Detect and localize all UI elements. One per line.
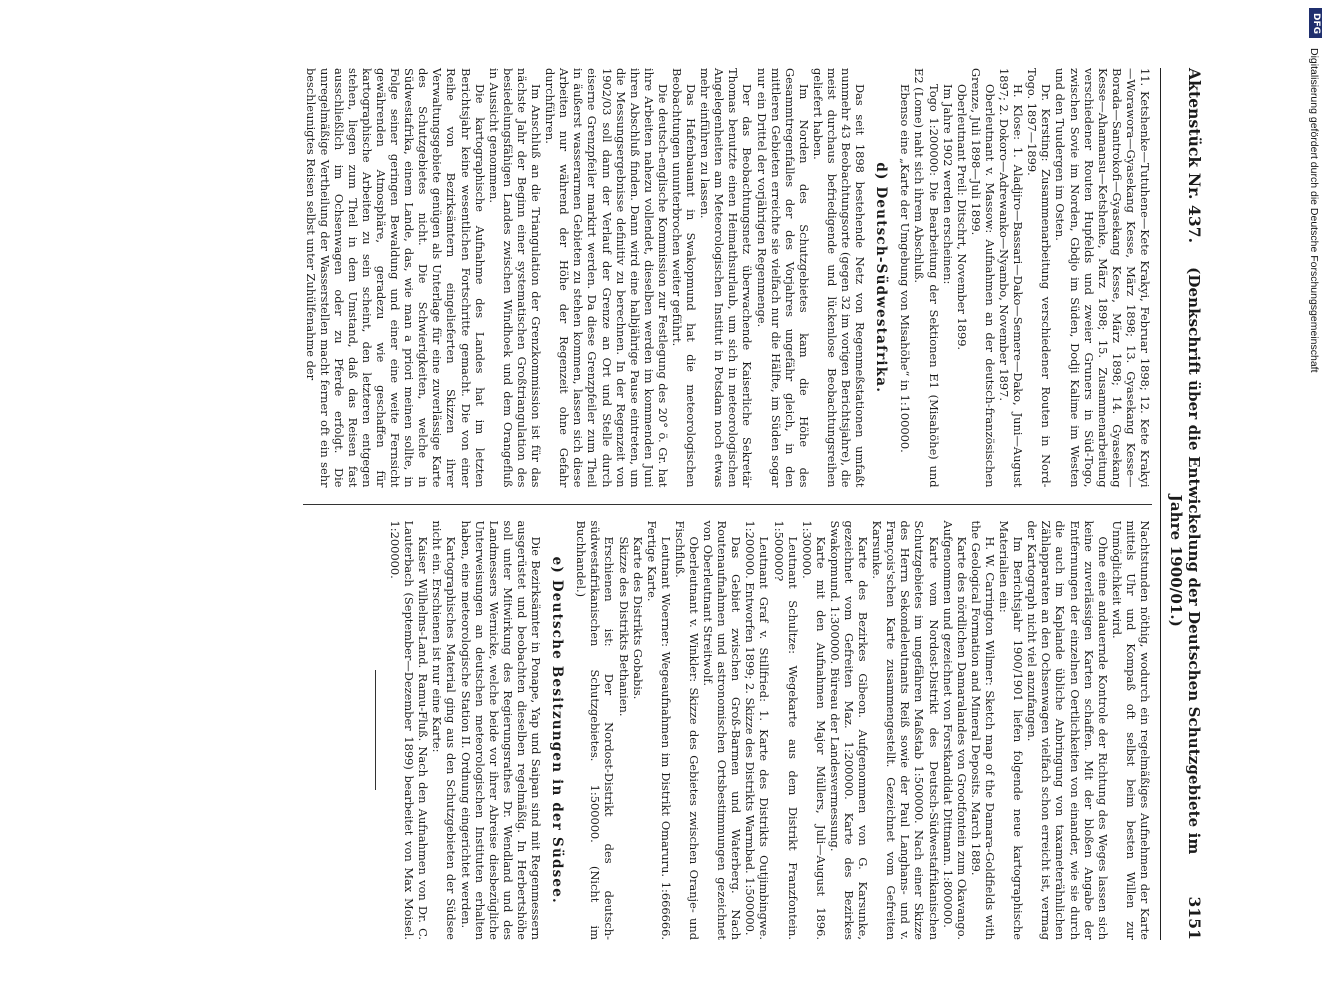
text-columns bbox=[303, 68, 1152, 940]
paragraph: Das seit 1898 bestehende Netz von Regenmeßstationen umfaßt nunmehr 43 Beobachtungsorte (gegen 32 im vorigen Berichtsjahre), die meist durchaus befriedigende und lückenlose Beobachtungsreihen geliefert haben. bbox=[810, 68, 868, 488]
header-rule bbox=[1160, 68, 1161, 940]
left-column bbox=[303, 68, 1152, 504]
paragraph: Die deutsch-englische Kommission zur Festlegung des 20° ö. Gr. hat ihre Arbeiten nahezu vollendet, dieselben werden im kommenden Juni ihren Abschluß finden. Dann wird eine halbjährige Pause eintreten, um die Messungsergebnisse definitiv zu berechnen. In der Regenzeit von 1902/03 soll dann der Verlauf der Grenze an Ort und Stelle durch eiserne Grenzpfeiler markirt werden. Da diese Grenzpfeiler zum Theil in äußerst wasserarmen Gebieten zu stehen kommen, lassen sich diese Arbeiten nur während der Höhe der Regenzeit ohne Gefahr durchführen. bbox=[543, 68, 670, 488]
dfg-logo-icon bbox=[1309, 8, 1322, 38]
document-number: Aktenstück Nr. 437. bbox=[1185, 68, 1204, 244]
paragraph: Ebenso eine „Karte der Umgebung von Misahöhe“ in 1:100000. bbox=[898, 84, 913, 453]
paragraph: Nachtstunden nöthig, wodurch ein regelmäßiges Aufnehmen der Karte mittels Uhr und Kompaß oft selbst beim besten Willen zur Unmöglichkeit wird. bbox=[1109, 520, 1152, 940]
paragraph: Oberleutnant v. Massow: Aufnahmen an der deutsch-französischen Grenze, Juli 1898—Juli 1899. bbox=[968, 68, 997, 488]
page-number: 3151 bbox=[1185, 896, 1204, 940]
paragraph: Im Norden des Schutzgebietes kam die Höhe des Gesammtregenfalles der des Vorjahres ungefähr gleich, in den mittleren Gebieten erreichte sie vielfach nur die Hälfte, im Süden sogar nur ein Drittel der vorjährigen Regenmenge. bbox=[754, 68, 811, 488]
paragraph: Togo 1:200000: Die Bearbeitung der Sektionen E1 (Misahöhe) und E2 (Lome) naht sich ihrem Abschluß. bbox=[912, 68, 941, 488]
running-header bbox=[1161, 68, 1204, 940]
paragraph: Leutnant Schultze: Wegekarte aus dem Distrikt Franzfontein. 1:500000? bbox=[771, 520, 800, 940]
digitization-credit: Digitalisierung gefördert durch die Deutsche Forschungsgemeinschaft bbox=[1308, 48, 1320, 373]
paragraph: Im Berichtsjahr 1900/1901 liefen folgende neue kartographische Materialien ein: bbox=[997, 520, 1026, 940]
paragraph: Die Bezirksämter in Ponape, Yap und Saipan sind mit Regenmessern ausgerüstet und beobachten dieselben regelmäßig. In Herbertshöhe soll unter Mitwirkung des Regierungsrathes Dr. Wendland und des Landmessers Wernicke, welche beide vor ihrer Abreise diesbezügliche Unterweisungen an deutschen meteorologischen Instituten erhalten haben, eine meteorologische Station II. Ordnung eingerichtet werden. bbox=[458, 520, 544, 940]
digitization-sidebar bbox=[1296, 0, 1324, 1000]
paragraph: Dr. Kersting: Zusammenarbeitung verschiedener Routen in Nord-Togo. 1897—1899. bbox=[1025, 68, 1054, 488]
paragraph: Oberleutnant v. Winkler: Skizze des Gebietes zwischen Oranje- und Fischfluß. bbox=[672, 520, 701, 940]
paragraph: Ohne eine andauernde Kontrole der Richtung des Weges lassen sich keine zuverlässigen Karten schaffen. Mit der bloßen Angabe der Entfernungen der einzelnen Oertlichkeiten von einander, wie sie durch die auch im Kaplande übliche Anbringung von taxameterähnlichen Zählapparaten an den Ochsenwagen vielfach schon erreicht ist, vermag der Kartograph nicht viel anzufangen. bbox=[1025, 520, 1110, 940]
section-heading: e) Deutsche Besitzungen in der Südsee. bbox=[549, 556, 566, 904]
paragraph: H. Klose: 1. Aladjiro—Bassari—Dako—Semere—Dako, Juni—August 1897; 2. Dokoro—Adrewanko—Nyambo, November 1897. bbox=[997, 68, 1026, 488]
paragraph: Die kartographische Aufnahme des Landes hat im letzten Berichtsjahr keine wesentlichen Fortschritte gemacht. Die von einer Reihe von Bezirksämtern eingelieferten Skizzen ihrer Verwaltungsgebiete genügen als Unterlage für eine zuverlässige Karte des Schutzgebietes nicht. Die Schwierigkeiten, welche in Südwestafrika, einem Lande, das, wie man a priori meinen sollte, in Folge seiner geringen Bewaldung und einer eine weite Fernsicht gewährenden Atmosphäre, geradezu wie geschaffen für kartographische Arbeiten zu sein scheint, den letzteren entgegen stehen, liegen zum Theil in dem Umstand, daß das Reisen fast ausschließlich im Ochsenwagen oder zu Pferde erfolgt. Die unregelmäßige Vertheilung der Wasserstellen macht ferner oft ein sehr beschleunigtes Reisen selbst unter Zuhülfenahme der bbox=[303, 68, 487, 488]
paragraph: Der das Beobachtungsnetz überwachende Kaiserliche Sekretär Thomas benutzte einen Heimathsurlaub, um sich in meteorologischen Angelegenheiten am Meteorologischen Institut in Potsdam noch etwas mehr einführen zu lassen. bbox=[698, 68, 755, 488]
section-heading: d) Deutsch-Südwestafrika. bbox=[873, 162, 890, 394]
paragraph: Das Gebiet zwischen Groß-Barmen und Waterberg. Nach Routenaufnahmen und astronomischen Ortsbestimmungen gezeichnet von Oberleutnant Streitwolf. bbox=[701, 520, 744, 940]
paragraph: Karte des Distrikts Gobabis. bbox=[630, 536, 645, 700]
paragraph: Oberleutnant Preil: Ditschrt, November 1899. bbox=[954, 84, 969, 351]
paragraph: Erschienen ist: Der Nordost-Distrikt des deutsch-südwestafrikanischen Schutzgebietes. 1:500000. (Nicht im Buchhandel.) bbox=[574, 520, 617, 940]
paragraph: Karte des nördlichen Damaralandes von Grootfontein zum Okavango. Aufgenommen und gezeichnet von Forstkandidat Dittmann. 1:800000. bbox=[940, 520, 969, 940]
paragraph: Kaiser Wilhelms-Land. Ramu-Fluß. Nach den Aufnahmen von Dr. C. Lauterbach (September—Dezember 1899) bearbeitet von Max Moisel. 1:200000. bbox=[388, 520, 431, 940]
credit-line-wrap bbox=[1306, 48, 1320, 988]
end-rule bbox=[375, 670, 376, 790]
paragraph: Im Jahre 1902 werden erscheinen: bbox=[940, 84, 955, 285]
dfg-logo-text: DFG bbox=[1311, 12, 1322, 34]
paragraph: Das Hafenbauamt in Swakopmund hat die meteorologischen Beobachtungen ununterbrochen weiter geführt. bbox=[670, 68, 699, 488]
paragraph: Leutnant Graf v. Stillfried: 1. Karte des Distrikts Outjimbingwe. 1:200000. Entworfen 1899; 2. Skizze des Distrikts Warmbad. 1:500000. bbox=[743, 520, 772, 940]
paragraph: Kartographisches Material ging aus den Schutzgebieten der Südsee nicht ein. Erschienen ist nur eine Karte: bbox=[430, 520, 459, 940]
page-number-wrap bbox=[1185, 878, 1204, 940]
paragraph: Karte vom Nordost-Distrikt des Deutsch-Südwestafrikanischen Schutzgebietes im ungefähren Maßstab 1:500000. Nach einer Skizze des Herrn Sekondeleutnants Reiß sowie der Paul Langhans- und v. François'schen Karte zusammengestellt. Gezeichnet vom Gefreiten Karsunke. bbox=[870, 520, 941, 940]
paragraph: Skizze des Distrikts Bethanien. bbox=[616, 536, 631, 717]
paragraph: H. W. Carrington Wilmer: Sketch map of the Damara-Goldfields with the Geological Formation and Mineral Deposits. March 1889. bbox=[968, 520, 997, 940]
right-column bbox=[303, 504, 1152, 941]
paragraph: 11. Ketshenke—Tutuhene—Kete Krakyi, Februar 1898; 12. Kete Krakyi—Worawora—Gyasekang Kesse, März 1898; 13. Gyasekang Kesse—Borada—Santrokofi—Gyasekang Kesse, März 1898; 14. Gyasekang Kesse—Ahamansu—Ketshenke, März 1898; 15. Zusammenarbeitung verschiedener Routen Hupfelds und zweier Gruners in Süd-Togo, zwischen Sovie im Norden, Gbdjo im Süden, Dodji Kalime im Westen und den Tuudergen im Osten. bbox=[1053, 68, 1152, 488]
paragraph: Karte des Bezirkes Gibeon. Aufgenommen von G. Karsunke, gezeichnet vom Gefreiten Maz. 1:200000. Karte des Bezirkes Swakopmund. 1:300000. Büreau der Landesvermessung. bbox=[827, 520, 871, 940]
paragraph: Leutnant Woerner: Wegeaufnahmen im Distrikt Omaruru. 1:666666. Fertige Karte. bbox=[644, 520, 673, 940]
running-title: (Denkschrift über die Entwickelung der Deutschen Schutzgebiete im Jahre 1900/01.) bbox=[1167, 267, 1203, 855]
paragraph: Karte mit den Aufnahmen Major Müllers, Juli—August 1896. 1:300000. bbox=[799, 520, 828, 940]
paragraph: Im Anschluß an die Triangulation der Grenzkommission ist für das nächste Jahr der Beginn einer systematischen Großtriangulation des besiedelungsfähigen Landes zwischen Windhoek und dem Orangefluß in Aussicht genommen. bbox=[486, 68, 544, 488]
